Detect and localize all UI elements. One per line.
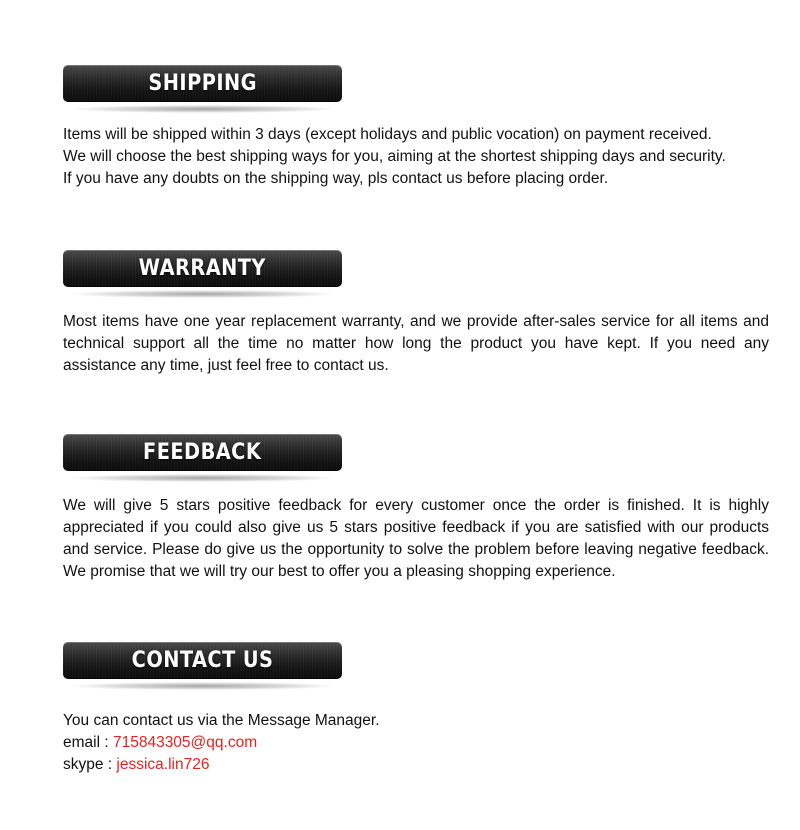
shipping-title: SHIPPING [148, 71, 257, 96]
warranty-section [63, 250, 769, 377]
contact-email-row [63, 732, 769, 754]
warranty-title: WARRANTY [138, 256, 267, 281]
contact-intro: You can contact us via the Message Manager. [63, 712, 380, 729]
shipping-banner-bar [63, 65, 342, 102]
feedback-text: We will give 5 stars positive feedback for every customer once the order is finished. It is highly appreciated if you could also give us 5 stars positive feedback if you are satisfied with our products and service. Please do give us the opportunity to solve the problem before leaving negative feedback. We promise that we will try our best to offer you a pleasing shopping experience. [63, 497, 769, 580]
contact-title: CONTACT US [131, 648, 274, 673]
shipping-line-2: We will choose the best shipping ways for you, aiming at the shortest shipping days and security. [63, 148, 726, 165]
warranty-text: Most items have one year replacement warranty, and we provide after-sales service for all items and technical support all the time no matter how long the product you have kept. If you need any assistance any time, just feel free to contact us. [63, 313, 769, 374]
shipping-banner [63, 65, 343, 117]
feedback-banner-bar [63, 434, 342, 471]
shipping-text [63, 124, 769, 190]
contact-section [63, 642, 769, 776]
email-value[interactable]: 715843305@qq.com [112, 734, 258, 751]
shipping-section [63, 65, 769, 190]
contact-banner-bar [63, 642, 342, 679]
skype-label: skype : [63, 756, 117, 773]
shipping-line-3: If you have any doubts on the shipping way, pls contact us before placing order. [63, 170, 609, 187]
contact-text [63, 710, 769, 776]
feedback-section [63, 434, 769, 583]
shipping-banner-shadow [71, 105, 335, 113]
email-label: email : [63, 734, 113, 751]
warranty-banner-bar [63, 250, 342, 287]
skype-value[interactable]: jessica.lin726 [116, 756, 210, 773]
contact-banner [63, 642, 343, 694]
shipping-line-1: Items will be shipped within 3 days (except holidays and public vocation) on payment received. [63, 126, 712, 143]
contact-banner-shadow [71, 682, 335, 690]
warranty-banner [63, 250, 343, 302]
feedback-banner-shadow [71, 474, 335, 482]
warranty-banner-shadow [71, 290, 335, 298]
contact-skype-row [63, 754, 769, 776]
feedback-banner [63, 434, 343, 486]
feedback-title: FEEDBACK [143, 440, 262, 465]
